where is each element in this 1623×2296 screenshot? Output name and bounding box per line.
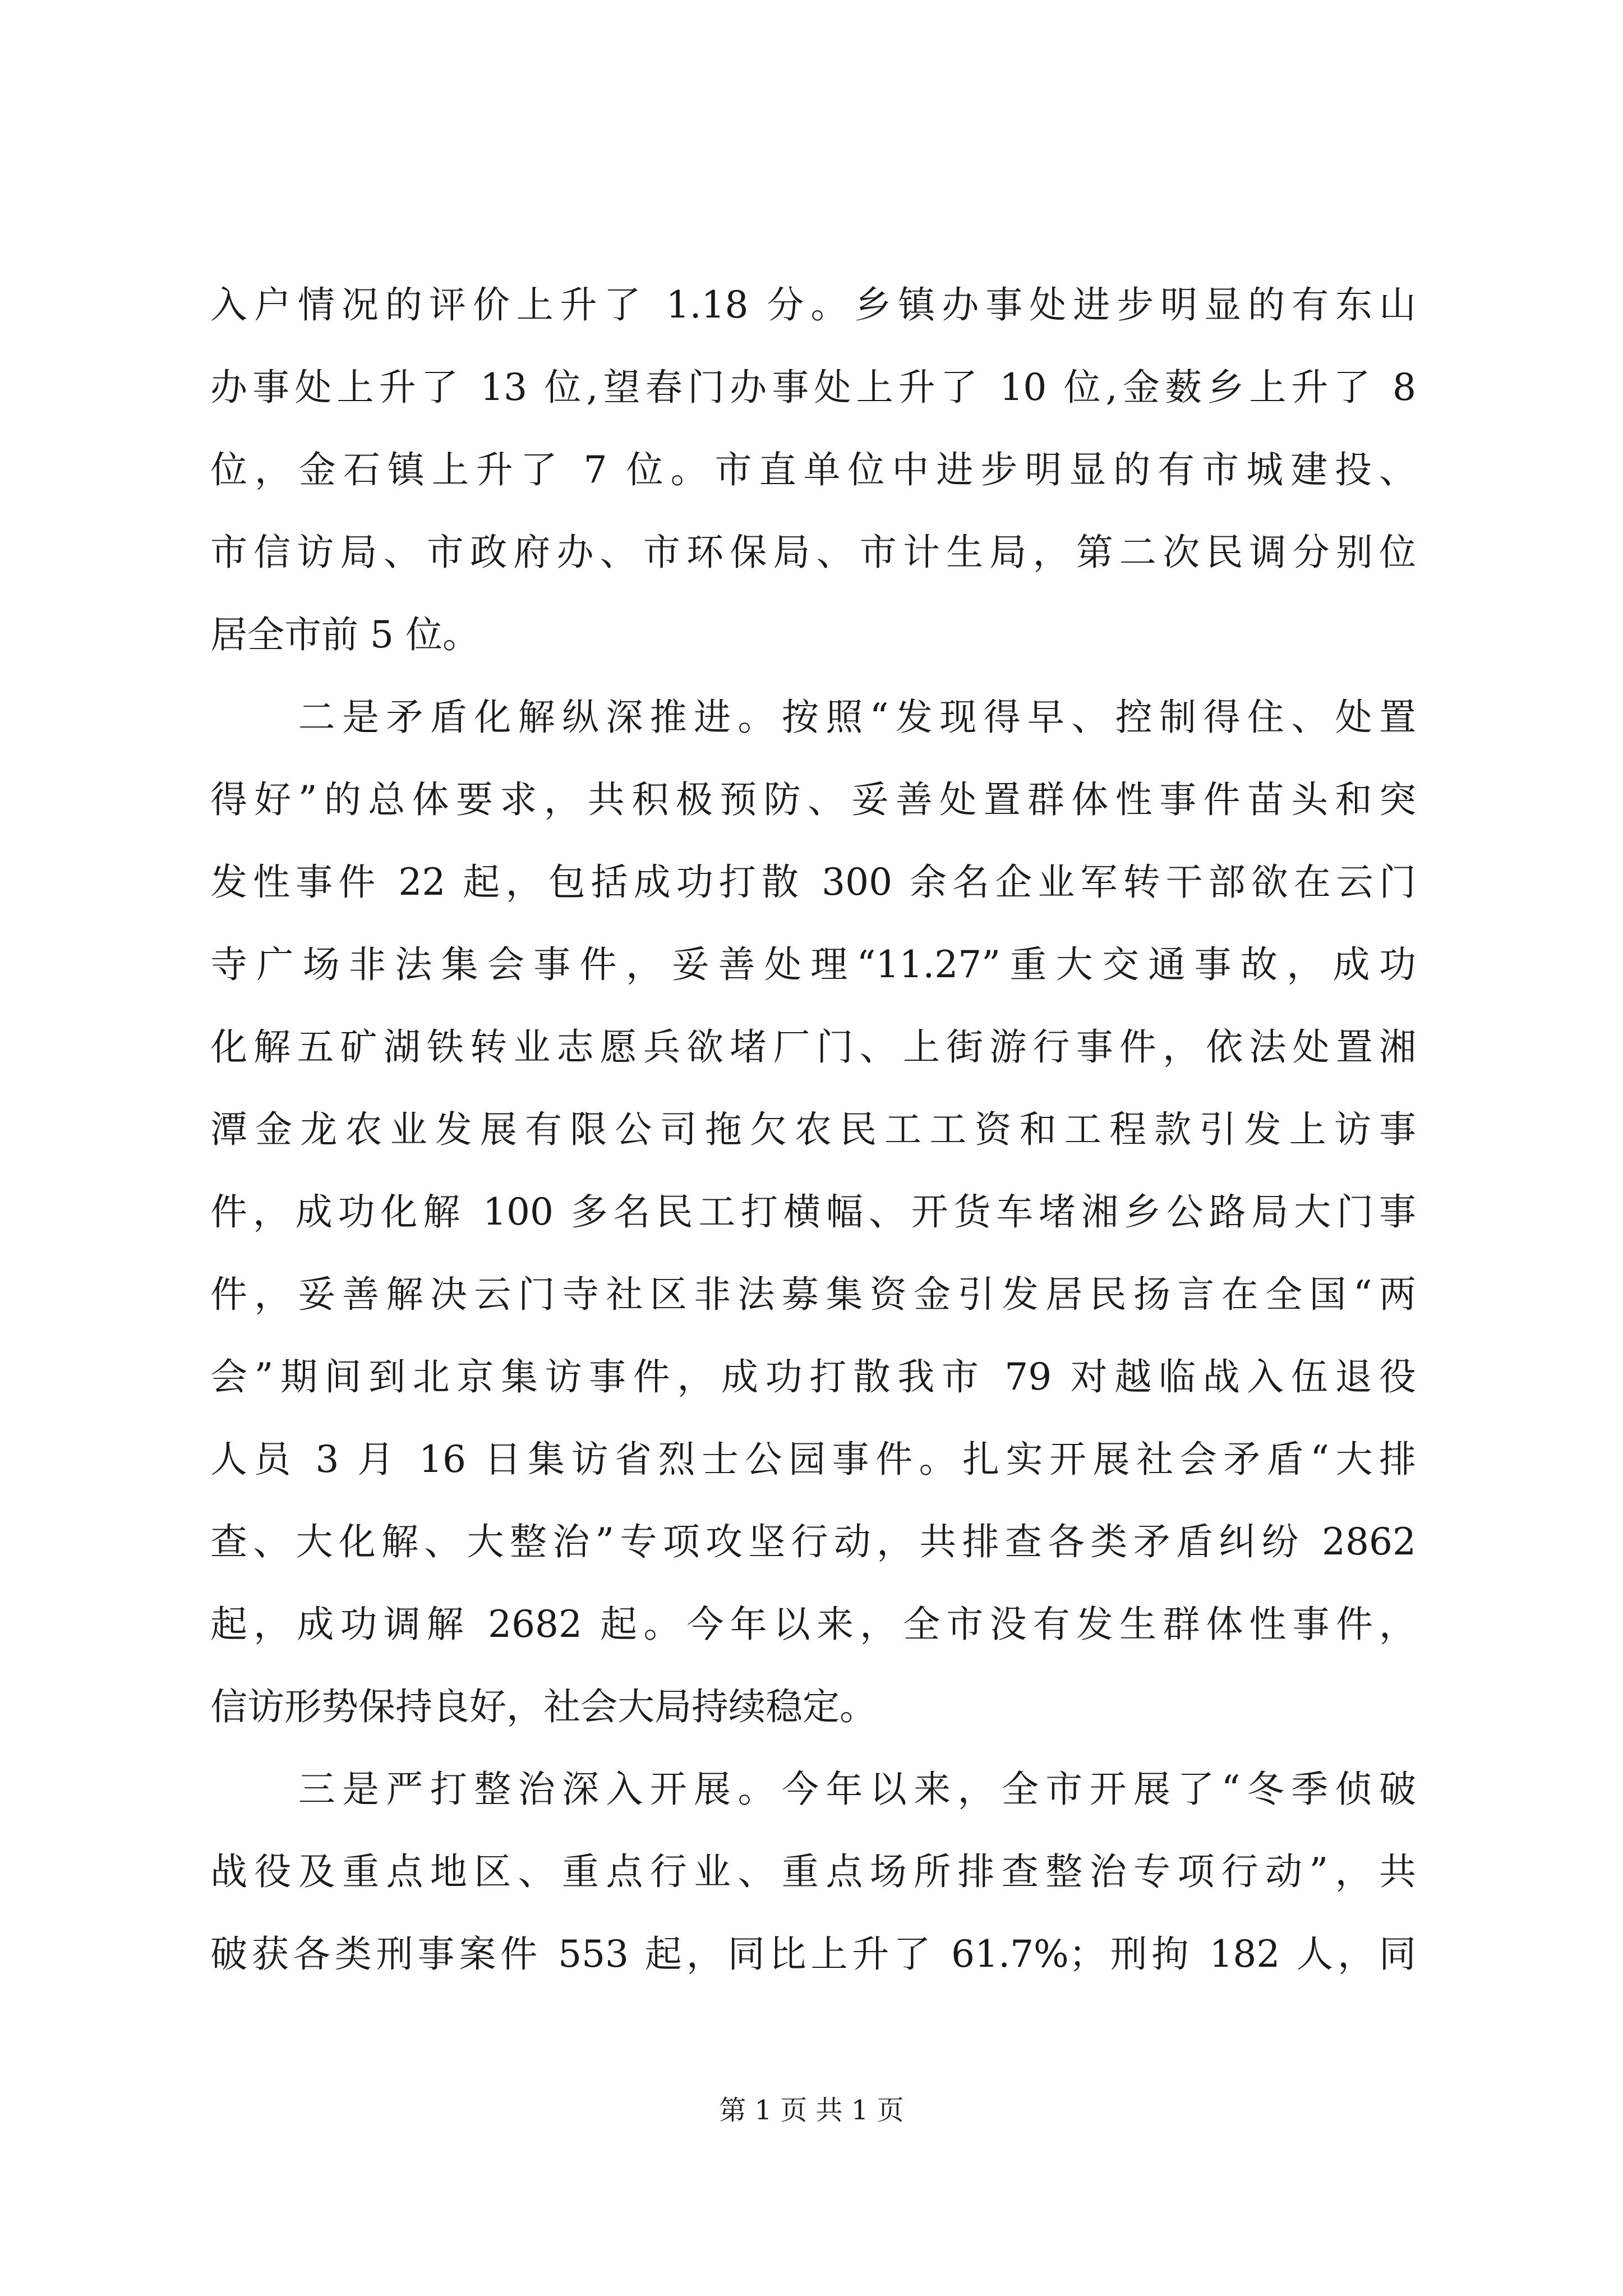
text-line: 发性事件 22 起，包括成功打散 300 余名企业军转干部欲在云门	[210, 861, 1416, 904]
text-line: 三是严打整治深入开展。今年以来，全市开展了“冬季侦破	[210, 1768, 1416, 1811]
paragraph-1	[210, 264, 1416, 676]
text-line: 战役及重点地区、重点行业、重点场所排查整治专项行动”，共	[210, 1850, 1416, 1893]
text-line: 破获各类刑事案件 553 起，同比上升了 61.7%；刑拘 182 人，同	[210, 1932, 1416, 1976]
document-body	[210, 264, 1416, 1995]
text-line: 会”期间到北京集访事件，成功打散我市 79 对越临战入伍退役	[210, 1355, 1416, 1398]
text-line: 信访形势保持良好，社会大局持续稳定。	[210, 1685, 877, 1728]
text-line: 办事处上升了 13 位,望春门办事处上升了 10 位,金薮乡上升了 8	[210, 366, 1416, 409]
text-line: 位，金石镇上升了 7 位。市直单位中进步明显的有市城建投、	[210, 448, 1416, 491]
text-line: 得好”的总体要求，共积极预防、妥善处置群体性事件苗头和突	[210, 778, 1416, 821]
text-line: 查、大化解、大整治”专项攻坚行动，共排查各类矛盾纠纷 2862	[210, 1520, 1416, 1563]
paragraph-3	[210, 1748, 1416, 1995]
text-line: 居全市前 5 位。	[210, 613, 479, 656]
page-number-footer: 第 1 页 共 1 页	[719, 2095, 904, 2126]
text-line: 化解五矿湖铁转业志愿兵欲堵厂门、上街游行事件，依法处置湘	[210, 1025, 1416, 1069]
text-line: 起，成功调解 2682 起。今年以来，全市没有发生群体性事件，	[210, 1603, 1416, 1646]
text-line: 入户情况的评价上升了 1.18 分。乡镇办事处进步明显的有东山	[210, 283, 1416, 326]
text-line: 件，妥善解决云门寺社区非法募集资金引发居民扬言在全国“两	[210, 1273, 1416, 1316]
text-line: 人员 3 月 16 日集访省烈士公园事件。扎实开展社会矛盾“大排	[210, 1438, 1416, 1481]
text-line: 市信访局、市政府办、市环保局、市计生局，第二次民调分别位	[210, 531, 1416, 574]
text-line: 潭金龙农业发展有限公司拖欠农民工工资和工程款引发上访事	[210, 1108, 1416, 1151]
text-line: 寺广场非法集会事件，妥善处理“11.27”重大交通事故，成功	[210, 943, 1416, 986]
text-line: 二是矛盾化解纵深推进。按照“发现得早、控制得住、处置	[210, 696, 1416, 739]
text-line: 件，成功化解 100 多名民工打横幅、开货车堵湘乡公路局大门事	[210, 1190, 1416, 1234]
paragraph-2	[210, 676, 1416, 1748]
